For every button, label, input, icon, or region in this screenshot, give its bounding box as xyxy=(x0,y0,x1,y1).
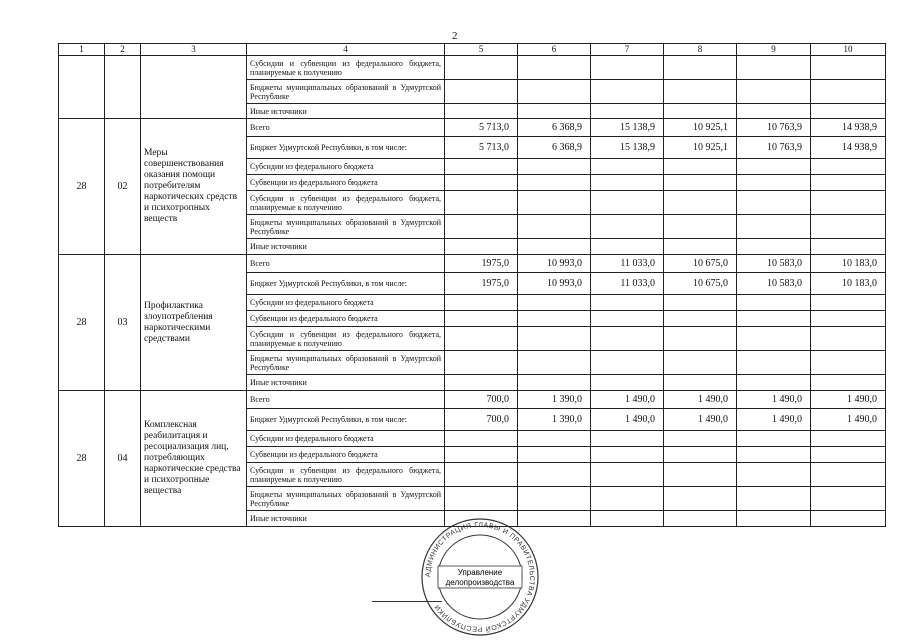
value-cell xyxy=(811,104,886,119)
source-cell: Субсидии из федерального бюджета xyxy=(247,295,445,311)
page-number: 2 xyxy=(452,30,458,42)
value-cell: 6 368,9 xyxy=(518,137,591,159)
value-cell: 10 763,9 xyxy=(737,137,811,159)
value-cell xyxy=(518,56,591,80)
value-cell xyxy=(445,327,518,351)
value-cell xyxy=(445,80,518,104)
value-cell xyxy=(737,375,811,391)
number-cell: 28 xyxy=(59,255,105,391)
value-cell: 1 390,0 xyxy=(518,391,591,409)
value-cell xyxy=(445,447,518,463)
value-cell: 11 033,0 xyxy=(591,255,664,273)
value-cell xyxy=(811,215,886,239)
value-cell xyxy=(591,375,664,391)
number-cell xyxy=(59,56,105,119)
value-cell xyxy=(445,56,518,80)
value-cell: 1 490,0 xyxy=(811,391,886,409)
number-cell: 28 xyxy=(59,391,105,527)
value-cell: 11 033,0 xyxy=(591,273,664,295)
value-cell xyxy=(737,311,811,327)
value-cell xyxy=(737,431,811,447)
value-cell xyxy=(664,375,737,391)
value-cell: 700,0 xyxy=(445,409,518,431)
value-cell: 10 925,1 xyxy=(664,119,737,137)
value-cell xyxy=(737,175,811,191)
value-cell xyxy=(445,175,518,191)
value-cell xyxy=(518,159,591,175)
subnumber-cell: 02 xyxy=(105,119,141,255)
value-cell xyxy=(591,215,664,239)
value-cell xyxy=(811,351,886,375)
subnumber-cell: 04 xyxy=(105,391,141,527)
value-cell xyxy=(591,511,664,527)
source-cell: Субсидии из федерального бюджета xyxy=(247,159,445,175)
value-cell: 15 138,9 xyxy=(591,137,664,159)
source-cell: Субсидии из федерального бюджета xyxy=(247,431,445,447)
value-cell xyxy=(811,327,886,351)
value-cell xyxy=(518,175,591,191)
subnumber-cell: 03 xyxy=(105,255,141,391)
value-cell xyxy=(737,191,811,215)
value-cell: 6 368,9 xyxy=(518,119,591,137)
value-cell xyxy=(445,191,518,215)
value-cell xyxy=(811,239,886,255)
value-cell xyxy=(811,375,886,391)
value-cell xyxy=(664,487,737,511)
stamp-ring-text: АДМИНИСТРАЦИЯ ГЛАВЫ И ПРАВИТЕЛЬСТВА УДМУРТСКОЙ РЕСПУБЛИКИ xyxy=(424,521,536,633)
value-cell: 10 763,9 xyxy=(737,119,811,137)
value-cell xyxy=(811,447,886,463)
value-cell: 10 675,0 xyxy=(664,273,737,295)
value-cell xyxy=(445,351,518,375)
value-cell xyxy=(518,463,591,487)
value-cell xyxy=(591,80,664,104)
value-cell xyxy=(664,311,737,327)
value-cell xyxy=(591,159,664,175)
source-cell: Субвенции из федерального бюджета xyxy=(247,175,445,191)
value-cell: 10 925,1 xyxy=(664,137,737,159)
value-cell: 14 938,9 xyxy=(811,119,886,137)
source-cell: Субсидии и субвенции из федерального бюджета, планируемые к получению xyxy=(247,191,445,215)
value-cell xyxy=(737,104,811,119)
value-cell xyxy=(737,463,811,487)
source-cell: Бюджеты муниципальных образований в Удмуртской Республике xyxy=(247,215,445,239)
source-cell: Бюджеты муниципальных образований в Удмуртской Республике xyxy=(247,487,445,511)
source-cell: Субсидии и субвенции из федерального бюджета, планируемые к получению xyxy=(247,463,445,487)
value-cell xyxy=(591,239,664,255)
value-cell: 1975,0 xyxy=(445,273,518,295)
value-cell xyxy=(811,56,886,80)
source-cell: Субвенции из федерального бюджета xyxy=(247,311,445,327)
value-cell xyxy=(811,80,886,104)
value-cell xyxy=(664,80,737,104)
value-cell xyxy=(518,295,591,311)
value-cell: 10 993,0 xyxy=(518,273,591,295)
value-cell xyxy=(664,239,737,255)
value-cell xyxy=(737,215,811,239)
value-cell xyxy=(664,463,737,487)
value-cell xyxy=(664,175,737,191)
value-cell xyxy=(518,80,591,104)
value-cell xyxy=(591,327,664,351)
value-cell xyxy=(811,191,886,215)
source-cell: Бюджет Удмуртской Республики, в том числе: xyxy=(247,273,445,295)
activity-name-cell: Профилактика злоупотребления наркотическими средствами xyxy=(141,255,247,391)
value-cell: 15 138,9 xyxy=(591,119,664,137)
value-cell xyxy=(518,447,591,463)
activity-name-cell: Меры совершенствования оказания помощи потребителям наркотических средств и психотропных веществ xyxy=(141,119,247,255)
value-cell xyxy=(591,487,664,511)
value-cell xyxy=(811,463,886,487)
value-cell xyxy=(664,104,737,119)
header-cell: 10 xyxy=(811,44,886,56)
source-cell: Иные источники xyxy=(247,104,445,119)
value-cell: 1 490,0 xyxy=(737,391,811,409)
value-cell xyxy=(445,215,518,239)
source-cell: Бюджеты муниципальных образований в Удмуртской Республике xyxy=(247,80,445,104)
value-cell xyxy=(591,295,664,311)
value-cell: 1 390,0 xyxy=(518,409,591,431)
value-cell xyxy=(518,239,591,255)
value-cell: 10 583,0 xyxy=(737,273,811,295)
value-cell xyxy=(811,511,886,527)
value-cell xyxy=(445,159,518,175)
budget-table xyxy=(58,43,886,527)
value-cell: 14 938,9 xyxy=(811,137,886,159)
header-cell: 8 xyxy=(664,44,737,56)
value-cell xyxy=(664,295,737,311)
value-cell xyxy=(664,447,737,463)
value-cell xyxy=(445,239,518,255)
value-cell xyxy=(811,311,886,327)
value-cell xyxy=(737,351,811,375)
source-cell: Бюджет Удмуртской Республики, в том числе: xyxy=(247,137,445,159)
name-cell xyxy=(141,56,247,119)
value-cell xyxy=(664,191,737,215)
source-cell: Иные источники xyxy=(247,239,445,255)
official-stamp xyxy=(405,517,555,637)
header-cell: 1 xyxy=(59,44,105,56)
value-cell xyxy=(591,191,664,215)
value-cell xyxy=(737,239,811,255)
source-cell: Всего xyxy=(247,119,445,137)
activity-name-cell: Комплексная реабилитация и ресоциализация лиц, потребляющих наркотические средства и психотропные вещества xyxy=(141,391,247,527)
value-cell xyxy=(664,215,737,239)
header-cell: 3 xyxy=(141,44,247,56)
value-cell: 10 183,0 xyxy=(811,273,886,295)
signature-line xyxy=(372,601,442,602)
source-cell: Всего xyxy=(247,391,445,409)
number-cell: 28 xyxy=(59,119,105,255)
value-cell xyxy=(737,327,811,351)
table-row xyxy=(59,255,886,273)
value-cell: 5 713,0 xyxy=(445,119,518,137)
value-cell xyxy=(445,375,518,391)
source-cell: Всего xyxy=(247,255,445,273)
value-cell xyxy=(518,104,591,119)
value-cell xyxy=(737,80,811,104)
value-cell xyxy=(737,511,811,527)
source-cell: Иные источники xyxy=(247,511,445,527)
value-cell xyxy=(591,311,664,327)
value-cell xyxy=(518,487,591,511)
value-cell xyxy=(811,431,886,447)
value-cell xyxy=(445,431,518,447)
value-cell xyxy=(518,327,591,351)
value-cell xyxy=(664,431,737,447)
table-row xyxy=(59,56,886,80)
header-cell: 5 xyxy=(445,44,518,56)
stamp-center-line1: Управление xyxy=(457,568,503,577)
value-cell xyxy=(591,56,664,80)
value-cell: 1 490,0 xyxy=(664,391,737,409)
value-cell xyxy=(737,295,811,311)
value-cell: 1975,0 xyxy=(445,255,518,273)
value-cell xyxy=(591,447,664,463)
value-cell xyxy=(737,159,811,175)
value-cell xyxy=(664,351,737,375)
value-cell xyxy=(737,447,811,463)
value-cell xyxy=(445,487,518,511)
value-cell xyxy=(518,375,591,391)
value-cell xyxy=(445,463,518,487)
value-cell xyxy=(518,311,591,327)
header-cell: 2 xyxy=(105,44,141,56)
value-cell xyxy=(445,311,518,327)
source-cell: Субвенции из федерального бюджета xyxy=(247,447,445,463)
value-cell: 10 183,0 xyxy=(811,255,886,273)
value-cell xyxy=(518,351,591,375)
header-cell: 7 xyxy=(591,44,664,56)
value-cell: 1 490,0 xyxy=(591,409,664,431)
header-row xyxy=(59,44,886,56)
value-cell xyxy=(811,295,886,311)
value-cell xyxy=(445,104,518,119)
subnumber-cell xyxy=(105,56,141,119)
value-cell: 1 490,0 xyxy=(591,391,664,409)
value-cell xyxy=(591,351,664,375)
source-cell: Субсидии и субвенции из федерального бюджета, планируемые к получению xyxy=(247,56,445,80)
source-cell: Субсидии и субвенции из федерального бюджета, планируемые к получению xyxy=(247,327,445,351)
value-cell xyxy=(664,511,737,527)
header-cell: 9 xyxy=(737,44,811,56)
value-cell xyxy=(518,215,591,239)
value-cell xyxy=(811,159,886,175)
value-cell: 10 993,0 xyxy=(518,255,591,273)
value-cell xyxy=(737,487,811,511)
value-cell xyxy=(664,56,737,80)
table-row xyxy=(59,391,886,409)
source-cell: Иные источники xyxy=(247,375,445,391)
header-cell: 6 xyxy=(518,44,591,56)
value-cell: 700,0 xyxy=(445,391,518,409)
value-cell xyxy=(445,295,518,311)
value-cell xyxy=(591,104,664,119)
header-cell: 4 xyxy=(247,44,445,56)
value-cell: 5 713,0 xyxy=(445,137,518,159)
value-cell: 10 675,0 xyxy=(664,255,737,273)
value-cell xyxy=(664,159,737,175)
value-cell xyxy=(811,487,886,511)
value-cell: 1 490,0 xyxy=(811,409,886,431)
stamp-center-line2: делопроизводства xyxy=(445,578,515,587)
value-cell: 10 583,0 xyxy=(737,255,811,273)
value-cell xyxy=(518,191,591,215)
value-cell xyxy=(811,175,886,191)
value-cell xyxy=(664,327,737,351)
value-cell xyxy=(591,463,664,487)
value-cell: 1 490,0 xyxy=(737,409,811,431)
table-row xyxy=(59,119,886,137)
value-cell xyxy=(591,175,664,191)
value-cell xyxy=(737,56,811,80)
value-cell: 1 490,0 xyxy=(664,409,737,431)
source-cell: Бюджеты муниципальных образований в Удмуртской Республике xyxy=(247,351,445,375)
value-cell xyxy=(518,431,591,447)
value-cell xyxy=(591,431,664,447)
source-cell: Бюджет Удмуртской Республики, в том числе: xyxy=(247,409,445,431)
